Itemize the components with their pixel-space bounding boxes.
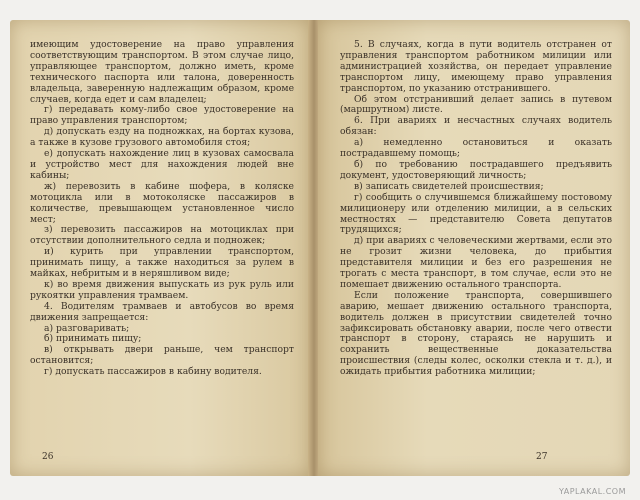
left-paragraph-9: а) разговаривать; xyxy=(44,322,130,334)
left-page-text xyxy=(30,40,294,378)
watermark: YAPLAKAL.COM xyxy=(558,487,626,496)
left-page xyxy=(10,20,310,476)
right-page-text xyxy=(340,40,612,378)
left-paragraph-12: г) допускать пассажиров в кабину водителя. xyxy=(44,366,262,378)
left-page-number: 26 xyxy=(42,452,54,462)
left-paragraph-4: ж) перевозить в кабине шофера, в коляске мотоцикла или в мотоколяске пассажиров в количестве, превышающем установленное число мест; xyxy=(30,180,294,225)
right-paragraph-5: в) записать свидетелей происшествия; xyxy=(354,180,544,192)
right-paragraph-4: б) по требованию пострадавшего предъявить документ, удостоверяющий личность; xyxy=(340,158,612,181)
right-paragraph-0: 5. В случаях, когда в пути водитель отстранен от управления транспортом работником милиции или администрацией хозяйства, он передает управление транспортом лицу, имеющему право управления транспортом, по указанию отстранившего. xyxy=(340,39,612,94)
left-paragraph-10: б) принимать пищу; xyxy=(44,333,142,345)
right-paragraph-7: д) при авариях с человеческими жертвами, если это не грозит жизни человека, до прибытия представителя милиции и без его разрешения не трогать с места транспорт, в том случае, если это не помешает движению остального транспорта. xyxy=(340,235,612,290)
left-paragraph-2: д) допускать езду на подножках, на бортах кузова, а также в кузове грузового автомобиля стоя; xyxy=(30,126,294,149)
right-paragraph-1: Об этом отстранивший делает запись в путевом (маршрутном) листе. xyxy=(340,93,612,116)
right-paragraph-3: а) немедленно остановиться и оказать пострадавшему помощь; xyxy=(340,137,612,160)
left-paragraph-6: и) курить при управлении транспортом, принимать пищу, а также находиться за рулем в майках, небритым и в неряшливом виде; xyxy=(30,246,294,280)
left-paragraph-11: в) открывать двери раньше, чем транспорт остановится; xyxy=(30,344,294,367)
left-paragraph-7: к) во время движения выпускать из рук руль или рукоятки управления трамваем. xyxy=(30,278,294,301)
right-paragraph-6: г) сообщить о случившемся ближайшему постовому милиционеру или отделению милиции, а в сельских местностях — представителю Совета депутатов трудящихся; xyxy=(340,191,612,236)
left-paragraph-1: г) передавать кому-либо свое удостоверение на право управления транспортом; xyxy=(30,104,294,127)
left-paragraph-3: е) допускать нахождение лиц в кузовах самосвала и устройство мест для нахождения людей вне кабины; xyxy=(30,148,294,181)
left-paragraph-8: 4. Водителям трамваев и автобусов во время движения запрещается: xyxy=(30,300,294,323)
right-page xyxy=(318,20,630,476)
left-paragraph-0: имеющим удостоверение на право управления соответствующим транспортом. В этом случае лицо, управляющее транспортом, должно иметь, кроме технического паспорта или талона, доверенность владельца, заверенную надлежащим образом, кроме случаев, когда едет и сам владелец; xyxy=(30,39,294,105)
left-paragraph-5: з) перевозить пассажиров на мотоциклах при отсутствии дополнительного седла и подножек; xyxy=(30,224,294,247)
right-paragraph-8: Если положение транспорта, совершившего аварию, мешает движению остального транспорта, водитель должен в присутствии свидетелей точно зафиксировать обстановку аварии, после чего отвести транспорт в сторону, стараясь не нарушить и сохранить вещественные доказательства происшествия (следы колес, осколки стекла и т. д.), и ожидать прибытия работника милиции; xyxy=(340,289,612,378)
right-paragraph-2: 6. При авариях и несчастных случаях водитель обязан: xyxy=(340,115,612,138)
right-page-number: 27 xyxy=(536,452,548,462)
